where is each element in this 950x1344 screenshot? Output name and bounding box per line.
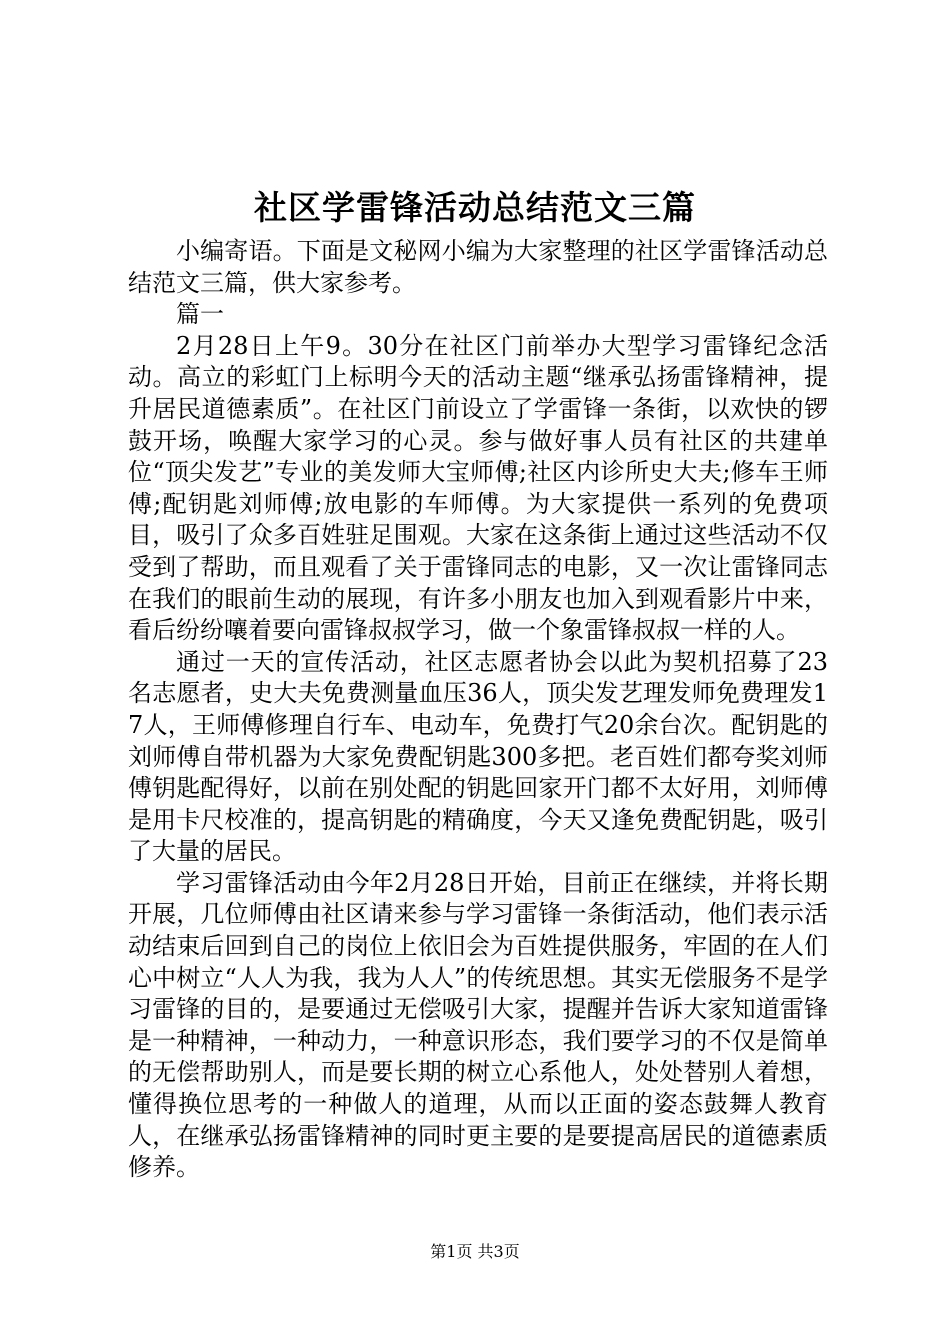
section-heading: 篇一 <box>176 300 224 329</box>
body-paragraph: 通过一天的宣传活动，社区志愿者协会以此为契机招募了23名志愿者，史大夫免费测量血压36人，顶尖发艺理发师免费理发17人，王师傅修理自行车、电动车，免费打气20余台次。配钥匙的刘师傅自带机器为大家免费配钥匙300多把。老百姓们都夸奖刘师傅钥匙配得好，以前在别处配的钥匙回家开门都不太好用，刘师傅是用卡尺校准的，提高钥匙的精确度，今天又逢免费配钥匙，吸引了大量的居民。 <box>128 647 828 866</box>
body-paragraph: 学习雷锋活动由今年2月28日开始，目前正在继续，并将长期开展，几位师傅由社区请来参与学习雷锋一条街活动，他们表示活动结束后回到自己的岗位上依旧会为百姓提供服务，牢固的在人们心中树立“人人为我，我为人人”的传统思想。其实无偿服务不是学习雷锋的目的，是要通过无偿吸引大家，提醒并告诉大家知道雷锋是一种精神，一种动力，一种意识形态，我们要学习的不仅是简单的无偿帮助别人，而是要长期的树立心系他人，处处替别人着想，懂得换位思考的一种做人的道理，从而以正面的姿态鼓舞人教育人，在继承弘扬雷锋精神的同时更主要的是要提高居民的道德素质修养。 <box>128 868 828 1182</box>
document-body <box>128 236 828 1184</box>
intro-paragraph: 小编寄语。下面是文秘网小编为大家整理的社区学雷锋活动总结范文三篇，供大家参考。 <box>128 237 828 297</box>
page-number-footer: 第1页 共3页 <box>430 1242 520 1261</box>
document-title: 社区学雷锋活动总结范文三篇 <box>254 188 696 227</box>
body-paragraph: 2月28日上午9。30分在社区门前举办大型学习雷锋纪念活动。高立的彩虹门上标明今天的活动主题“继承弘扬雷锋精神，提升居民道德素质”。在社区门前设立了学雷锋一条街，以欢快的锣鼓开场，唤醒大家学习的心灵。参与做好事人员有社区的共建单位“顶尖发艺”专业的美发师大宝师傅;社区内诊所史大夫;修车王师傅;配钥匙刘师傅;放电影的车师傅。为大家提供一系列的免费项目，吸引了众多百姓驻足围观。大家在这条街上通过这些活动不仅受到了帮助，而且观看了关于雷锋同志的电影，又一次让雷锋同志在我们的眼前生动的展现，有许多小朋友也加入到观看影片中来，看后纷纷嚷着要向雷锋叔叔学习，做一个象雷锋叔叔一样的人。 <box>128 331 828 645</box>
